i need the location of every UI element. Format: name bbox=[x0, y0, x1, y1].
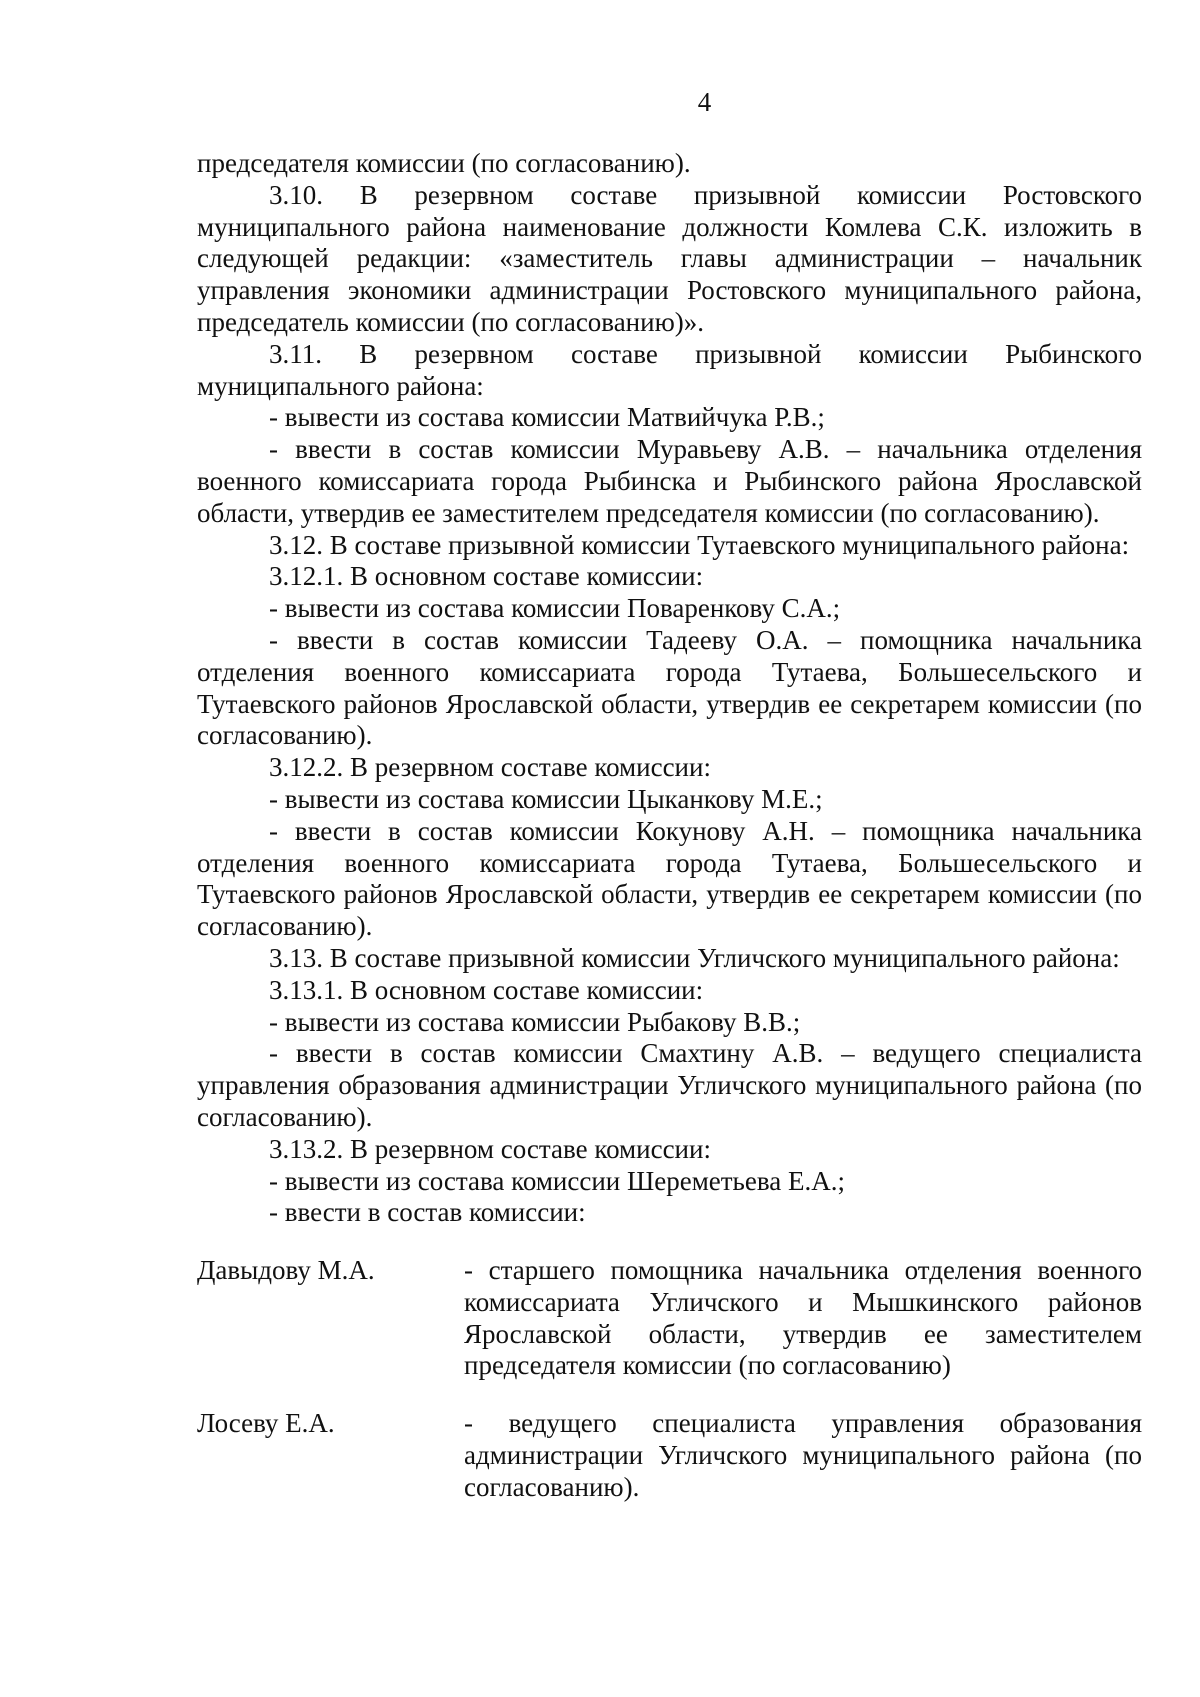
list-item: - ввести в состав комиссии Смахтину А.В. – ведущего специалиста управления образования администрации Угличского муниципального района (по согласованию). bbox=[197, 1038, 1142, 1132]
paragraph: 3.10. В резервном составе призывной комиссии Ростовского муниципального района наименование должности Комлева С.К. изложить в следующей редакции: «заместитель главы администрации – начальник управления экономики администрации Ростовского муниципального района, председатель комиссии (по согласованию)». bbox=[197, 179, 1142, 337]
member-roster bbox=[197, 1255, 1142, 1504]
member-name: Лосеву Е.А. bbox=[197, 1408, 335, 1439]
page-number: 4 bbox=[697, 87, 712, 117]
paragraph: 3.13.1. В основном составе комиссии: bbox=[269, 974, 704, 1005]
paragraph: 3.11. В резервном составе призывной комиссии Рыбинского муниципального района: bbox=[197, 338, 1142, 401]
member-position: - старшего помощника начальника отделения военного комиссариата Угличского и Мышкинского районов Ярославской области, утвердив ее заместителем председателя комиссии (по согласованию) bbox=[464, 1255, 1142, 1381]
list-item: - вывести из состава комиссии Матвийчука Р.В.; bbox=[269, 402, 825, 433]
roster-row bbox=[197, 1255, 1142, 1382]
document-body bbox=[197, 148, 1142, 1504]
paragraph: 3.13. В составе призывной комиссии Угличского муниципального района: bbox=[269, 942, 1120, 973]
list-item: - ввести в состав комиссии: bbox=[269, 1197, 586, 1228]
paragraph: 3.12. В составе призывной комиссии Тутаевского муниципального района: bbox=[269, 529, 1130, 560]
paragraph: 3.12.1. В основном составе комиссии: bbox=[269, 561, 704, 592]
roster-row bbox=[197, 1408, 1142, 1503]
list-item: - вывести из состава комиссии Шереметьева Е.А.; bbox=[269, 1165, 845, 1196]
paragraph: председателя комиссии (по согласованию). bbox=[197, 148, 691, 178]
list-item: - ввести в состав комиссии Тадееву О.А. – помощника начальника отделения военного комиссариата города Тутаева, Большесельского и Тутаевского районов Ярославской области, утвердив ее секретарем комиссии (по согласованию). bbox=[197, 624, 1142, 751]
list-item: - вывести из состава комиссии Цыканкову М.Е.; bbox=[269, 783, 823, 814]
member-name: Давыдову М.А. bbox=[197, 1255, 375, 1286]
list-item: - ввести в состав комиссии Муравьеву А.В. – начальника отделения военного комиссариата города Рыбинска и Рыбинского района Ярославской области, утвердив ее заместителем председателя комиссии (по согласованию). bbox=[197, 434, 1142, 528]
list-item: - вывести из состава комиссии Рыбакову В.В.; bbox=[269, 1006, 801, 1037]
list-item: - вывести из состава комиссии Поваренкову С.А.; bbox=[269, 593, 841, 624]
paragraph: 3.13.2. В резервном составе комиссии: bbox=[269, 1133, 711, 1164]
member-position: - ведущего специалиста управления образования администрации Угличского муниципального района (по согласованию). bbox=[464, 1408, 1142, 1502]
list-item: - ввести в состав комиссии Кокунову А.Н. – помощника начальника отделения военного комиссариата города Тутаева, Большесельского и Тутаевского районов Ярославской области, утвердив ее секретарем комиссии (по согласованию). bbox=[197, 815, 1142, 942]
paragraph: 3.12.2. В резервном составе комиссии: bbox=[269, 752, 711, 783]
